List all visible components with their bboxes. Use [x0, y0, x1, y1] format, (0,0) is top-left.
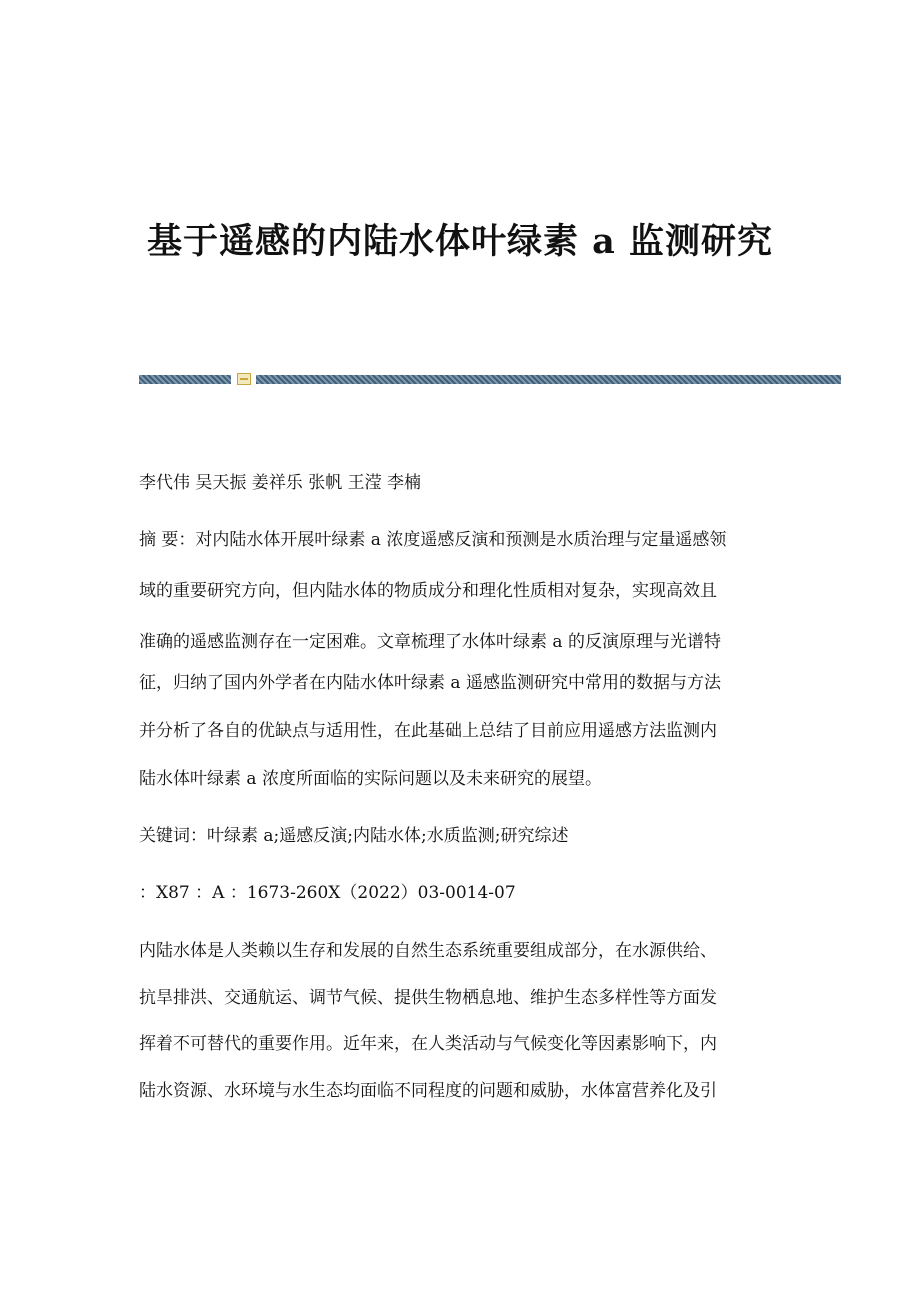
divider-bar-left	[139, 375, 231, 384]
abstract-line: 域的重要研究方向，但内陆水体的物质成分和理化性质相对复杂，实现高效且	[139, 581, 717, 601]
body-line: 内陆水体是人类赖以生存和发展的自然生态系统重要组成部分，在水源供给、	[139, 941, 717, 961]
abstract-line: 摘 要：对内陆水体开展叶绿素 a 浓度遥感反演和预测是水质治理与定量遥感领	[139, 530, 727, 550]
abstract-line: 准确的遥感监测存在一定困难。文章梳理了水体叶绿素 a 的反演原理与光谱特	[139, 632, 721, 652]
body-line: 陆水资源、水环境与水生态均面临不同程度的问题和威胁，水体富营养化及引	[139, 1081, 717, 1101]
title-divider	[139, 375, 841, 384]
abstract-line: 陆水体叶绿素 a 浓度所面临的实际问题以及未来研究的展望。	[139, 769, 602, 789]
ornament-icon	[237, 373, 251, 385]
document-title: 基于遥感的内陆水体叶绿素 a 监测研究	[146, 221, 774, 262]
divider-bar-right	[256, 375, 841, 384]
body-line: 挥着不可替代的重要作用。近年来，在人类活动与气候变化等因素影响下，内	[139, 1034, 717, 1054]
classification-codes: ：X87 ：A ：1673-260X（2022）03-0014-07	[139, 883, 516, 903]
abstract-line: 并分析了各自的优缺点与适用性，在此基础上总结了目前应用遥感方法监测内	[139, 721, 717, 741]
abstract-line: 征，归纳了国内外学者在内陆水体叶绿素 a 遥感监测研究中常用的数据与方法	[139, 673, 721, 693]
keywords: 关键词：叶绿素 a;遥感反演;内陆水体;水质监测;研究综述	[139, 826, 569, 846]
body-line: 抗旱排洪、交通航运、调节气候、提供生物栖息地、维护生态多样性等方面发	[139, 988, 717, 1008]
author-list: 李代伟 吴天振 姜祥乐 张帆 王滢 李楠	[139, 473, 422, 493]
